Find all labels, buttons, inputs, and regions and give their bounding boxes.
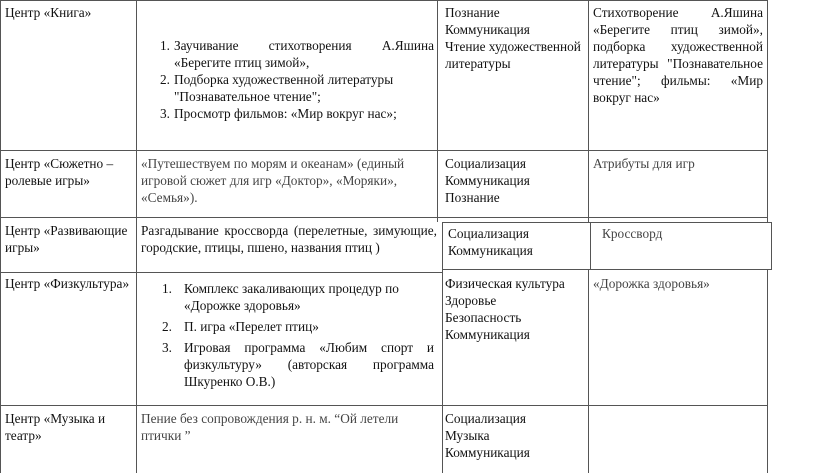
area-item: Здоровье [445, 293, 497, 308]
educational-areas [445, 410, 585, 461]
table-border-left [0, 0, 1, 473]
content-text: «Путешествуем по морям и океанам» (единый игровой сюжет для игр «Доктор», «Моряки», «Семья»). [141, 156, 405, 205]
list-item: 1. Заучивание стихотворения А.Яшина «Берегите птиц зимой», [160, 38, 434, 70]
table-border-right [771, 222, 772, 270]
list-item: 2. Подборка художественной литературы "Познавательное чтение"; [160, 72, 394, 104]
center-name: Центр «Физкультура» [5, 276, 130, 291]
content-list [162, 280, 434, 390]
center-name: Центр «Книга» [5, 5, 92, 20]
educational-areas [448, 225, 586, 259]
list-item: 1. Комплекс закаливающих процедур по «Дорожке здоровья» [162, 281, 399, 313]
list-item: 2. П. игра «Перелет птиц» [162, 319, 319, 334]
table-border-top [0, 0, 768, 1]
column-divider [437, 0, 438, 222]
row-divider [0, 217, 768, 218]
column-divider [588, 270, 589, 473]
column-divider [136, 0, 137, 473]
area-item: Чтение художественной литературы [445, 39, 581, 71]
row-divider [0, 405, 768, 406]
educational-areas [445, 275, 587, 343]
column-divider [442, 222, 443, 473]
table-border-right [767, 0, 768, 222]
center-name: Центр «Музыка и театр» [5, 411, 106, 443]
area-item: Физическая культура [445, 276, 565, 291]
content-text: Разгадывание кроссворда (перелетные, зимующие, городские, птицы, пшено, названия птиц ) [141, 223, 437, 255]
row-divider [442, 222, 772, 223]
educational-areas [445, 155, 585, 206]
area-item: Социализация [448, 226, 530, 241]
materials: Стихотворение А.Яшина «Берегите птиц зимой», подборка художественной литературы "Познавательное чтение"; фильмы: «Мир вокруг нас» [593, 5, 763, 105]
area-item: Социализация [445, 411, 527, 426]
content-text: Пение без сопровождения р. н. м. “Ой летели птички ” [141, 411, 399, 443]
area-item: Музыка [445, 428, 490, 443]
list-item: 3. Игровая программа «Любим спорт и физкультуру» (авторская программа Шкуренко О.В.) [162, 340, 434, 389]
area-item: Коммуникация [445, 327, 530, 342]
table-border-right [767, 270, 768, 473]
educational-areas [445, 4, 585, 72]
center-name: Центр «Сюжетно – ролевые игры» [5, 156, 114, 188]
area-item: Безопасность [445, 310, 522, 325]
area-item: Коммуникация [445, 173, 530, 188]
area-item: Коммуникация [448, 243, 533, 258]
column-divider [590, 222, 591, 270]
area-item: Познание [445, 5, 500, 20]
column-divider [588, 0, 589, 222]
area-item: Социализация [445, 156, 527, 171]
list-item: 3. Просмотр фильмов: «Мир вокруг нас»; [160, 106, 397, 121]
materials: Атрибуты для игр [593, 156, 695, 171]
area-item: Коммуникация [445, 22, 530, 37]
row-divider [442, 269, 772, 270]
row-divider [0, 150, 768, 151]
materials: Кроссворд [602, 226, 663, 241]
area-item: Коммуникация [445, 445, 530, 460]
materials: «Дорожка здоровья» [593, 276, 710, 291]
center-name: Центр «Развивающие игры» [5, 223, 128, 255]
area-item: Познание [445, 190, 500, 205]
row-divider [0, 272, 442, 273]
content-list [160, 37, 434, 122]
